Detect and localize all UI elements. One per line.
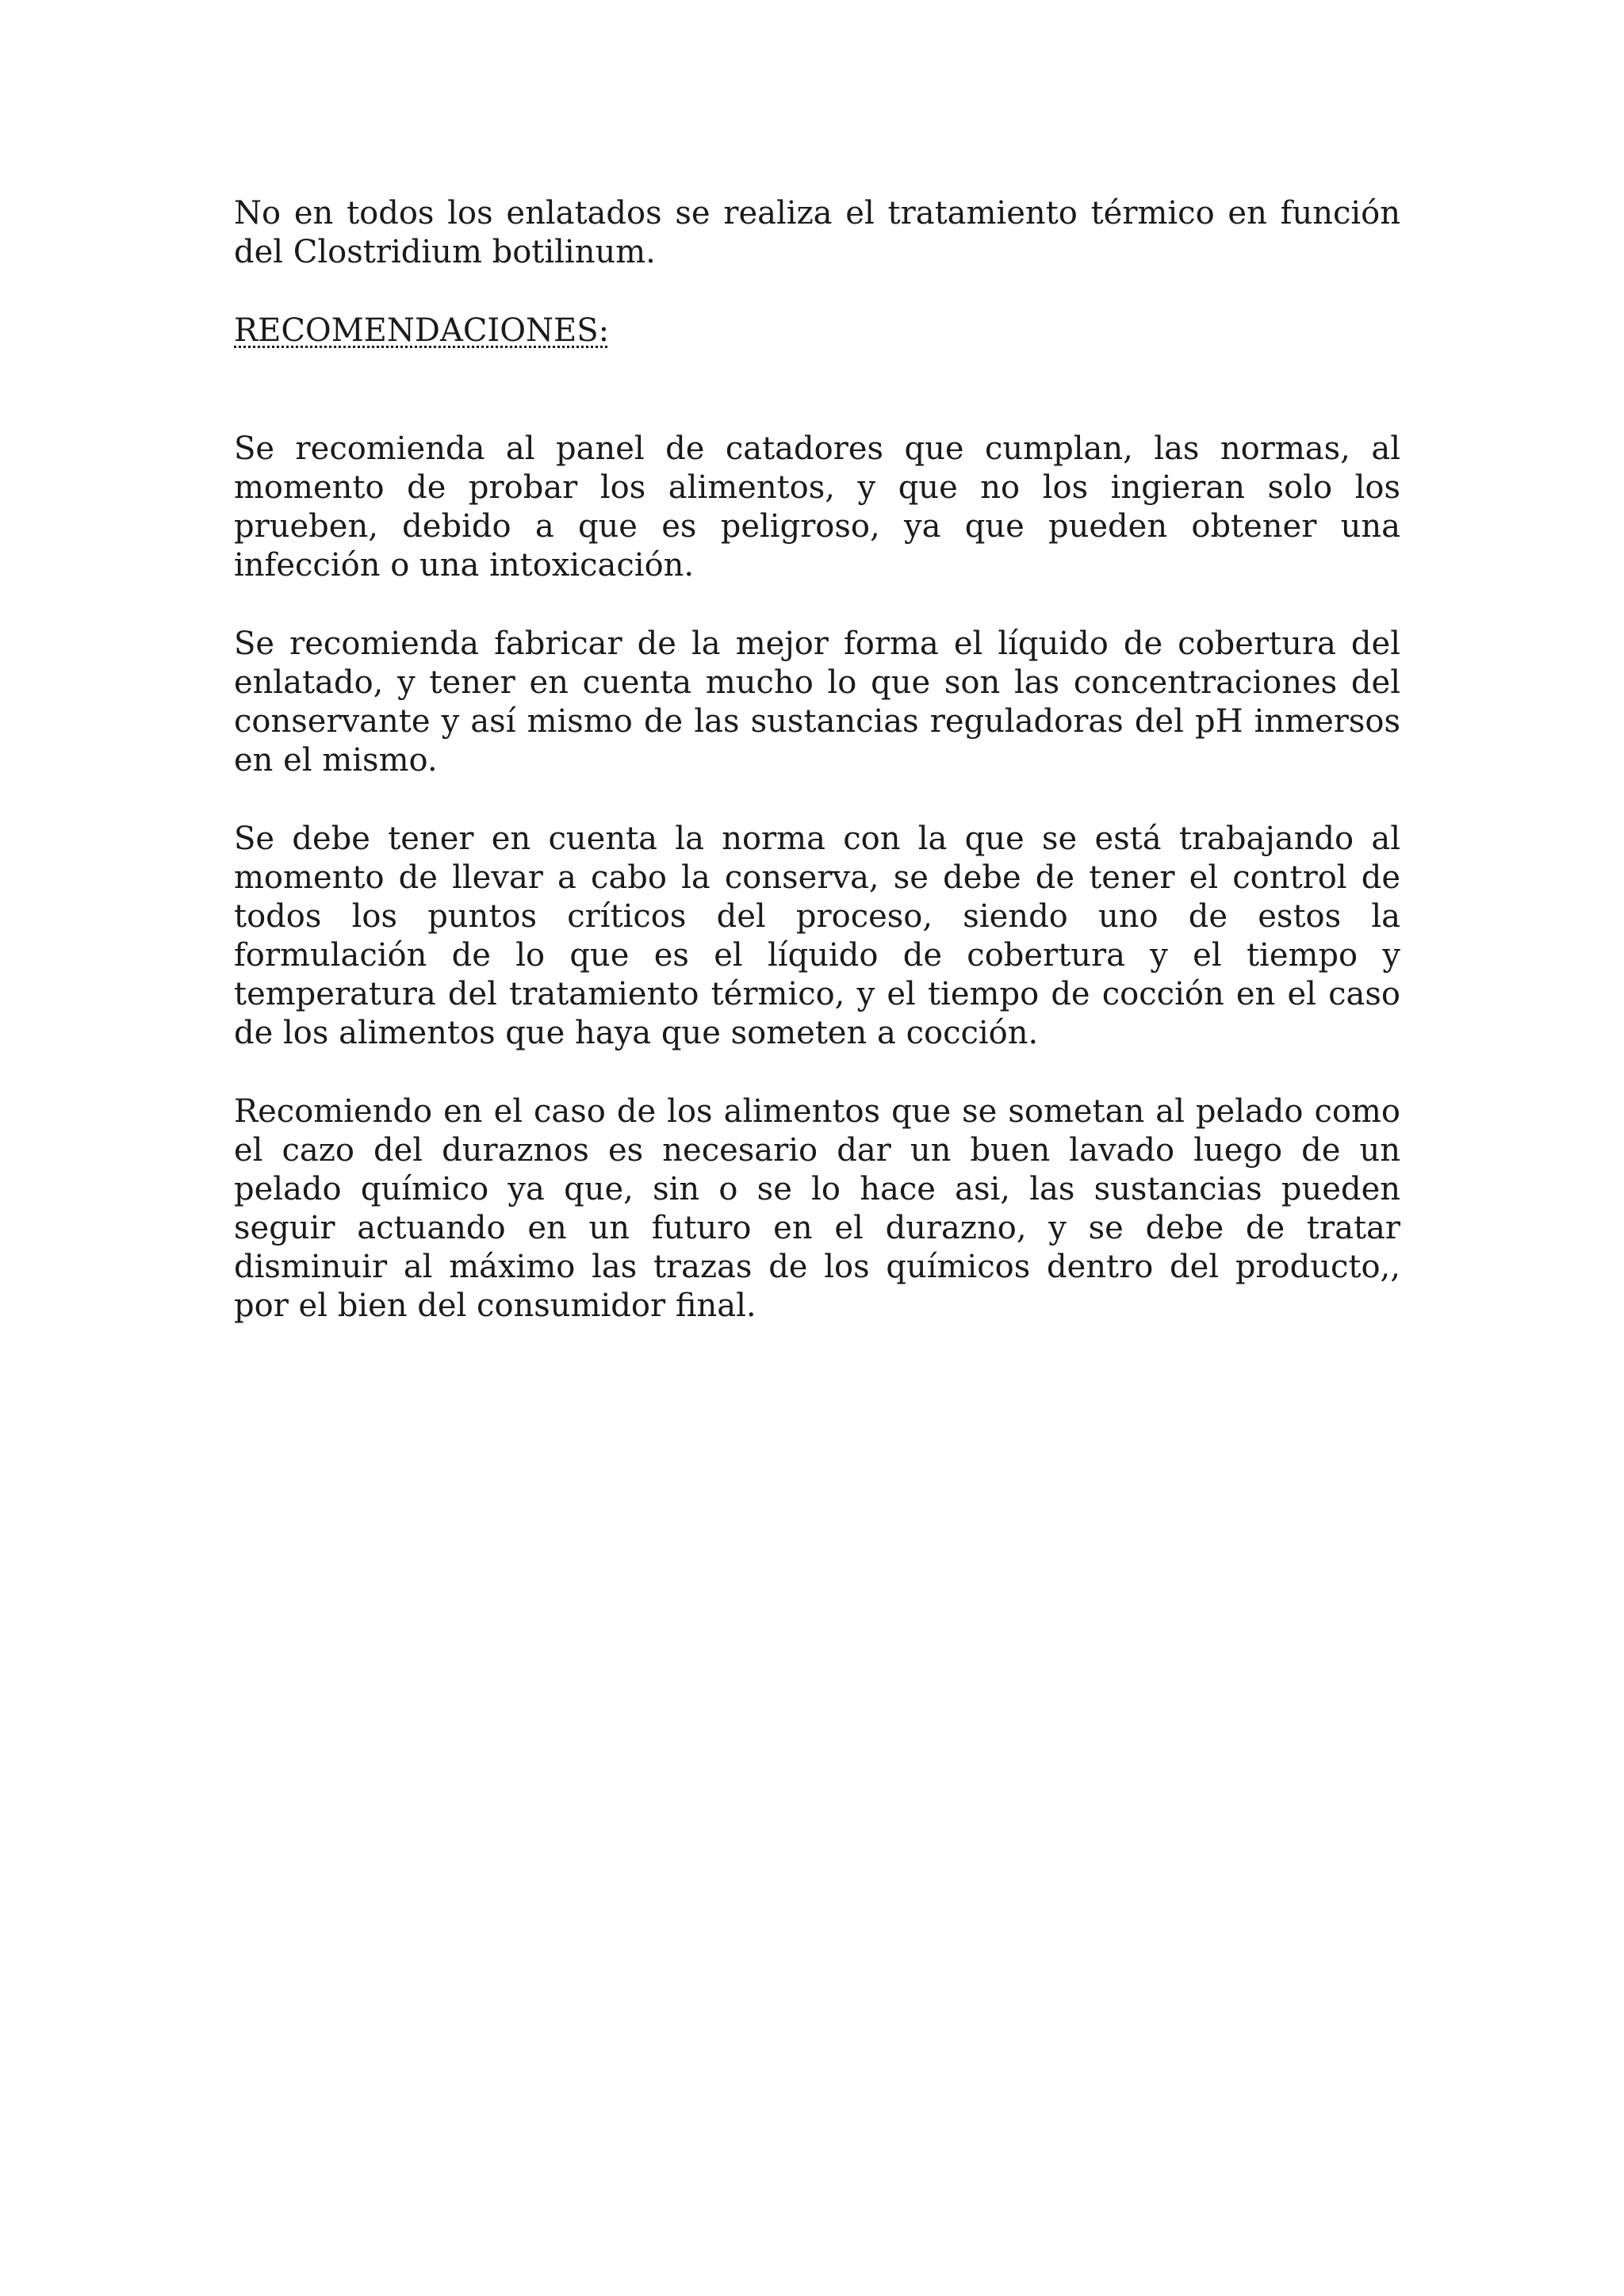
recommendation-paragraph: Se recomienda al panel de catadores que cumplan, las normas, al momento de probar los alimentos, y que no los ingieran solo los prueben, debido a que es peligroso, ya que pueden obtener una infección o una intoxicación.: [234, 430, 1400, 584]
section-heading-wrapper: [234, 312, 1400, 390]
recommendation-paragraph: Recomiendo en el caso de los alimentos que se sometan al pelado como el cazo del duraznos es necesario dar un buen lavado luego de un pelado químico ya que, sin o se lo hace asi, las sustancias pueden seguir actuando en un futuro en el durazno, y se debe de tratar disminuir al máximo las trazas de los químicos dentro del producto,, por el bien del consumidor final.: [234, 1093, 1400, 1324]
document-body: [234, 194, 1400, 1365]
recommendation-paragraph: Se recomienda fabricar de la mejor forma el líquido de cobertura del enlatado, y tener en cuenta mucho lo que son las concentraciones del conservante y así mismo de las sustancias reguladoras del pH inmersos en el mismo.: [234, 626, 1400, 779]
recommendation-paragraph: Se debe tener en cuenta la norma con la que se está trabajando al momento de llevar a cabo la conserva, se debe de tener el control de todos los puntos críticos del proceso, siendo uno de estos la formulación de lo que es el líquido de cobertura y el tiempo y temperatura del tratamiento térmico, y el tiempo de cocción en el caso de los alimentos que haya que someten a cocción.: [234, 821, 1400, 1051]
intro-paragraph: No en todos los enlatados se realiza el tratamiento térmico en función del Clostridium botilinum.: [234, 195, 1400, 270]
section-heading: RECOMENDACIONES:: [234, 312, 610, 349]
